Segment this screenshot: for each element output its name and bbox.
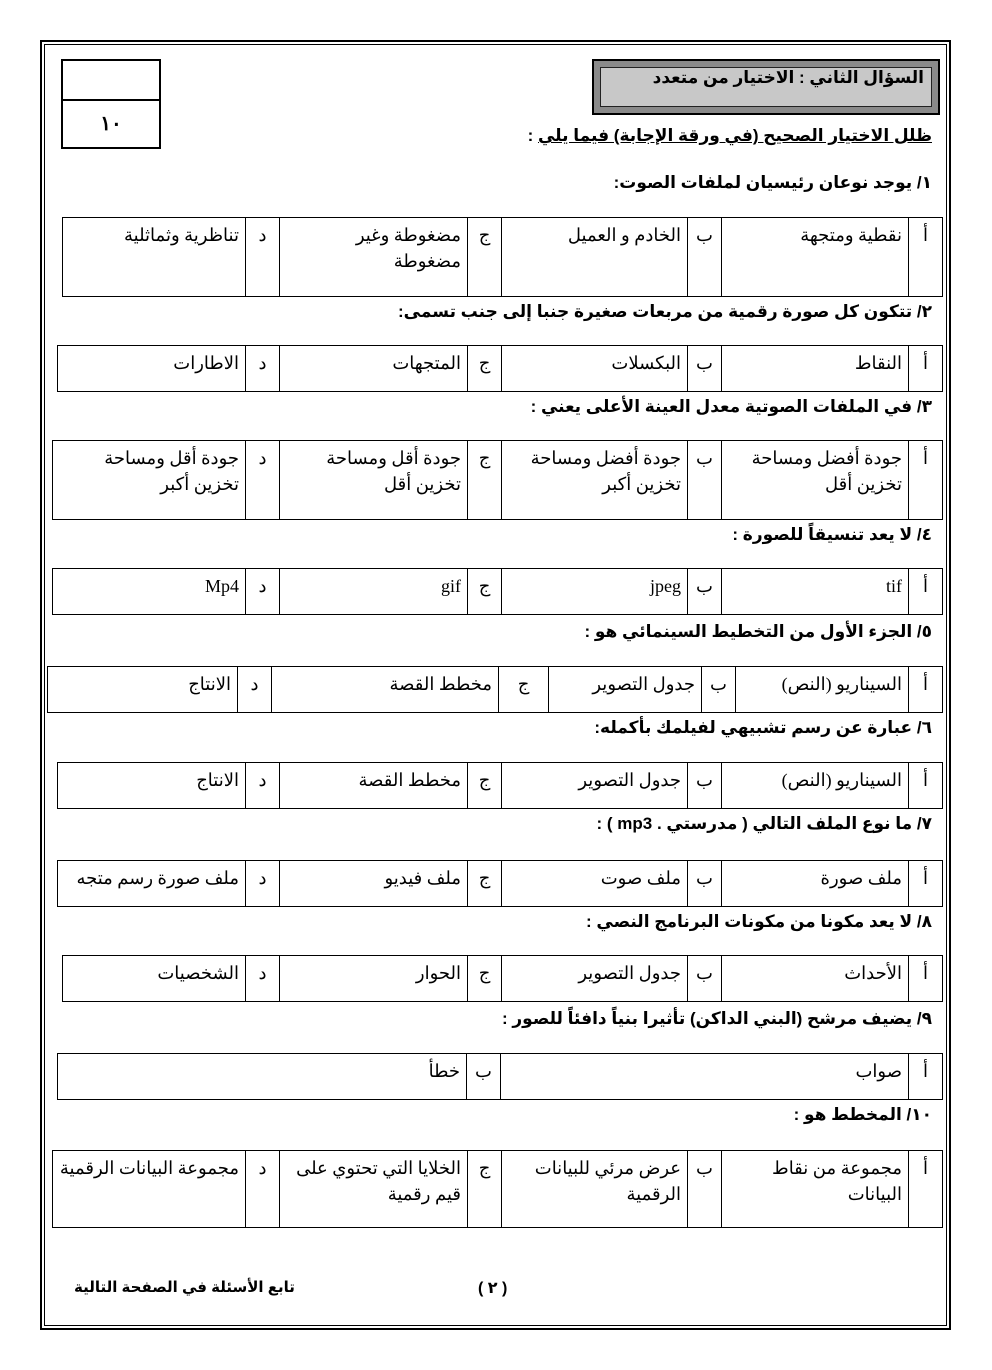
options-table-4 [52, 568, 943, 615]
option-letter: أ [909, 569, 943, 615]
options-table-10 [52, 1150, 943, 1228]
score-value: ١٠ [100, 113, 122, 135]
option-text[interactable]: tif [722, 569, 909, 615]
option-text[interactable]: المتجهات [280, 346, 468, 392]
option-text[interactable]: البكسلات [502, 346, 688, 392]
option-text[interactable]: jpeg [502, 569, 688, 615]
option-letter: ج [499, 667, 549, 713]
question-4: ٤/ لا يعد تنسيقاً للصورة : [732, 525, 932, 544]
score-box [61, 59, 161, 149]
option-letter: د [238, 667, 272, 713]
option-text[interactable]: الأحداث [722, 956, 909, 1002]
option-letter: أ [909, 1151, 943, 1228]
option-text[interactable]: الحوار [280, 956, 468, 1002]
option-letter: د [246, 861, 280, 907]
option-letter: أ [909, 1054, 943, 1100]
option-text[interactable]: السيناريو (النص) [736, 667, 909, 713]
option-text[interactable]: جدول التصوير [502, 763, 688, 809]
option-text[interactable]: جودة أفضل ومساحة تخزين أقل [722, 441, 909, 520]
option-letter: ج [468, 569, 502, 615]
section-title-box [592, 59, 940, 115]
option-text[interactable]: ملف صوت [502, 861, 688, 907]
option-text[interactable]: تناظرية وثماثلية [63, 218, 246, 297]
option-letter: ب [688, 861, 722, 907]
option-letter: ج [468, 763, 502, 809]
option-text[interactable]: النقاط [722, 346, 909, 392]
option-text[interactable]: Mp4 [53, 569, 246, 615]
instruction [528, 126, 932, 146]
option-text[interactable]: مخطط القصة [280, 763, 468, 809]
option-letter: أ [909, 956, 943, 1002]
question-6: ٦/ عبارة عن رسم تشبيهي لفيلمك بأكمله: [594, 718, 932, 737]
option-text[interactable]: جدول التصوير [502, 956, 688, 1002]
options-table-1 [62, 217, 943, 297]
option-letter: ج [468, 861, 502, 907]
option-letter: د [246, 763, 280, 809]
option-letter: ب [688, 569, 722, 615]
option-letter: ب [467, 1054, 501, 1100]
question-7: ٧/ ما نوع الملف التالي ( مدرستي . mp3 ) : [596, 814, 932, 833]
option-letter: أ [909, 861, 943, 907]
option-letter: أ [909, 763, 943, 809]
option-text[interactable]: جودة أقل ومساحة تخزين أكبر [53, 441, 246, 520]
option-text[interactable]: خطأ [58, 1054, 467, 1100]
options-table-9 [57, 1053, 943, 1100]
option-text[interactable]: صواب [501, 1054, 909, 1100]
option-letter: أ [909, 441, 943, 520]
question-2: ٢/ تتكون كل صورة رقمية من مربعات صغيرة جنبا إلى جنب تسمى: [398, 302, 932, 321]
options-table-5 [47, 666, 943, 713]
option-text[interactable]: مضغوطة وغير مضغوطة [280, 218, 468, 297]
option-letter: د [246, 1151, 280, 1228]
option-text[interactable]: جودة أقل ومساحة تخزين أقل [280, 441, 468, 520]
question-3: ٣/ في الملفات الصوتية معدل العينة الأعلى يعني : [530, 397, 932, 416]
instruction-suffix: : [527, 126, 538, 145]
option-text[interactable]: gif [280, 569, 468, 615]
option-text[interactable]: ملف صورة [722, 861, 909, 907]
options-table-2 [57, 345, 943, 392]
option-text[interactable]: السيناريو (النص) [722, 763, 909, 809]
continue-note: تابع الأسئلة في الصفحة التالية [74, 1279, 295, 1296]
option-text[interactable]: الخلايا التي تحتوي على قيم رقمية [280, 1151, 468, 1228]
option-text[interactable]: الانتاج [58, 763, 246, 809]
option-letter: د [246, 441, 280, 520]
question-10: ١٠/ المخطط هو : [793, 1105, 932, 1124]
option-letter: ب [688, 763, 722, 809]
options-table-8 [62, 955, 943, 1002]
question-8: ٨/ لا يعد مكونا من مكونات البرنامج النصي : [586, 912, 932, 931]
option-letter: ج [468, 218, 502, 297]
section-title: السؤال الثاني : الاختيار من متعدد [652, 68, 924, 87]
page-number: ( ٢ ) [478, 1280, 508, 1297]
option-letter: ج [468, 1151, 502, 1228]
option-text[interactable]: الشخصيات [63, 956, 246, 1002]
option-letter: ب [688, 956, 722, 1002]
option-letter: أ [909, 346, 943, 392]
option-letter: ب [688, 441, 722, 520]
option-letter: د [246, 346, 280, 392]
option-letter: ب [688, 1151, 722, 1228]
option-text[interactable]: مخطط القصة [272, 667, 499, 713]
question-1: ١/ يوجد نوعان رئيسيان لملفات الصوت: [613, 173, 932, 192]
options-table-7 [57, 860, 943, 907]
option-letter: د [246, 569, 280, 615]
option-letter: د [246, 218, 280, 297]
option-text[interactable]: مجموعة البيانات الرقمية [53, 1151, 246, 1228]
option-text[interactable]: عرض مرئي للبيانات الرقمية [502, 1151, 688, 1228]
option-letter: د [246, 956, 280, 1002]
option-text[interactable]: الانتاج [48, 667, 238, 713]
instruction-text: ظلل الاختيار الصحيح (في ورقة الإجابة) فيما يلي [537, 126, 932, 145]
option-text[interactable]: الخادم و العميل [502, 218, 688, 297]
options-table-3 [52, 440, 943, 520]
option-text[interactable]: مجموعة من نقاط البيانات [722, 1151, 909, 1228]
question-5: ٥/ الجزء الأول من التخطيط السينمائي هو : [584, 622, 932, 641]
option-text[interactable]: ملف صورة رسم متجه [58, 861, 246, 907]
question-9: ٩/ يضيف مرشح (البني الداكن) تأثيرا بنياً دافئاً للصور : [502, 1009, 932, 1028]
option-text[interactable]: نقطية ومتجهة [722, 218, 909, 297]
option-letter: أ [909, 218, 943, 297]
option-text[interactable]: الاطارات [58, 346, 246, 392]
score-box-blank [63, 61, 159, 101]
option-letter: ب [702, 667, 736, 713]
option-letter: ج [468, 441, 502, 520]
option-letter: أ [909, 667, 943, 713]
option-text[interactable]: جودة أفضل ومساحة تخزين أكبر [502, 441, 688, 520]
options-table-6 [57, 762, 943, 809]
option-letter: ج [468, 346, 502, 392]
option-text[interactable]: ملف فيديو [280, 861, 468, 907]
option-letter: ج [468, 956, 502, 1002]
option-text[interactable]: جدول التصوير [549, 667, 702, 713]
option-letter: ب [688, 218, 722, 297]
option-letter: ب [688, 346, 722, 392]
